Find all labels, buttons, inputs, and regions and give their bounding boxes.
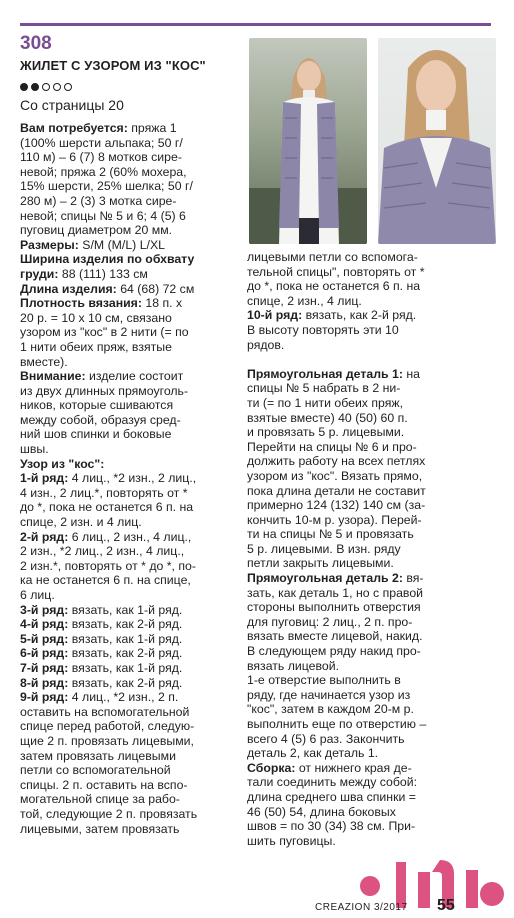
text-line: 10-й ряд: вязать, как 2-й ряд.: [247, 308, 417, 323]
text-line: спице, 2 изн. и 4 лиц.: [20, 515, 142, 530]
text-line: для пуговиц: 2 лиц., 2 п. про-: [247, 614, 413, 629]
text-line: затем провязать лицевыми: [20, 748, 176, 763]
text-line: 2-й ряд: 6 лиц., 2 изн., 4 лиц.,: [20, 529, 192, 544]
text-line: взятые вместе) 40 (50) 60 п.: [247, 410, 408, 425]
text-line: 1 нити обеих пряж, взятые: [20, 339, 172, 354]
text-line: Прямоугольная деталь 1: на: [247, 366, 420, 381]
text-line: швы.: [20, 442, 49, 457]
text-line: вязать лицевой.: [247, 658, 340, 673]
magazine-issue: CREAZION 3/2017: [315, 902, 408, 913]
difficulty-dot-empty: [64, 83, 72, 91]
text-line: 1-е отверстие выполнить в: [247, 673, 401, 688]
text-line: ти на спицы № 5 и провязать: [247, 527, 414, 542]
model-photo-closeup: [378, 38, 496, 244]
text-line: Внимание: изделие состоит: [20, 369, 184, 384]
text-line: Длина изделия: 64 (68) 72 см: [20, 281, 195, 296]
text-line: 6-й ряд: вязать, как 2-й ряд.: [20, 646, 183, 661]
text-line: 46 (50) 54, длина боковых: [247, 804, 396, 819]
text-line: 7-й ряд: вязать, как 1-й ряд.: [20, 660, 183, 675]
text-line: 2 изн., *2 лиц., 2 изн., 4 лиц.,: [20, 544, 185, 559]
model-photo-closeup-graphic: [378, 38, 496, 244]
text-line: узором из "кос". Вязать прямо,: [247, 468, 423, 483]
text-line: до *, пока не останется 6 п. на: [247, 279, 421, 294]
pattern-number: 308: [20, 33, 52, 54]
text-line: шить пуговицы.: [247, 833, 336, 848]
text-line: тали соединить между собой:: [247, 775, 418, 790]
text-line: зать, как деталь 1, но с правой: [247, 585, 424, 600]
instructions-left-column: [20, 121, 236, 836]
text-line: 20 р. = 10 х 10 см, связано: [20, 310, 172, 325]
page-reference: Со страницы 20: [20, 97, 124, 113]
text-line: В высоту повторять эти 10: [247, 322, 399, 337]
text-line: груди: 88 (111) 133 см: [20, 266, 148, 281]
text-line: швов = по 30 (34) 38 см. При-: [247, 819, 416, 834]
text-line: ников, которые сшиваются: [20, 398, 174, 413]
text-line: той, следующие 2 п. провязать: [20, 806, 198, 821]
text-line: невой; спицы № 5 и 6; 4 (5) 6: [20, 208, 186, 223]
text-line: выполнить еще по отверстию –: [247, 717, 427, 731]
text-line: 6 лиц.: [20, 588, 55, 602]
text-line: 280 м) – 2 (3) 3 мотка сире-: [20, 193, 177, 208]
text-line: 5 р. лицевыми. В изн. ряду: [247, 541, 401, 556]
text-line: 110 м) – 6 (7) 8 мотков сире-: [20, 150, 182, 165]
text-line: должить работу на всех петлях: [247, 454, 426, 469]
text-line: примерно 124 (132) 140 см (за-: [247, 498, 426, 513]
text-line: спице перед работой, следую-: [20, 719, 195, 734]
difficulty-rating: [20, 83, 72, 91]
text-line: могательной спице за рабо-: [20, 792, 180, 807]
difficulty-dot-empty: [53, 83, 61, 91]
text-line: щие 2 п. провязать лицевыми,: [20, 733, 194, 748]
paragraph-gap: [247, 352, 497, 367]
text-line: 4-й ряд: вязать, как 2-й ряд.: [20, 617, 183, 632]
text-line: рядов.: [247, 337, 285, 352]
text-line: Прямоугольная деталь 2: вя-: [247, 571, 424, 586]
text-line: Ширина изделия по обхвату: [20, 252, 195, 267]
text-line: пока длина детали не составит: [247, 483, 426, 498]
instructions-right-column: [247, 250, 497, 848]
pattern-title: ЖИЛЕТ С УЗОРОМ ИЗ "КОС": [20, 58, 206, 73]
text-line: петли закрыть лицевыми.: [247, 556, 394, 571]
text-line: кончить 10-м р. узора). Перей-: [247, 512, 422, 527]
text-line: спицы № 5 набрать в 2 ни-: [247, 381, 401, 396]
text-line: 4 изн., 2 лиц.*, повторять от *: [20, 485, 188, 500]
text-line: 2 изн.*, повторять от * до *, по-: [20, 558, 196, 573]
text-line: 1-й ряд: 4 лиц., *2 изн., 2 лиц.,: [20, 471, 197, 486]
text-line: и провязать 5 р. лицевыми.: [247, 425, 405, 440]
text-line: ряду, где начинается узор из: [247, 687, 411, 702]
text-line: деталь 2, как деталь 1.: [247, 746, 379, 761]
text-line: из двух длинных прямоуголь-: [20, 383, 189, 398]
text-line: ка не останется 6 п. на спице,: [20, 573, 191, 588]
text-line: невой; пряжа 2 (60% мохера,: [20, 164, 187, 179]
text-line: Вам потребуется: пряжа 1: [20, 121, 177, 135]
text-line: Размеры: S/M (M/L) L/XL: [20, 237, 165, 252]
text-line: узором из "кос" в 2 нити (= по: [20, 325, 189, 340]
text-line: всего 4 (5) 6 раз. Закончить: [247, 731, 405, 746]
text-line: пуговиц диаметром 20 мм.: [20, 223, 173, 238]
text-line: 8-й ряд: вязать, как 2-й ряд.: [20, 675, 183, 690]
text-line: лицевыми, затем провязать: [20, 821, 180, 836]
text-line: оставить на вспомогательной: [20, 704, 190, 719]
text-line: спицы. 2 п. оставить на вспо-: [20, 777, 188, 792]
text-line: Плотность вязания: 18 п. х: [20, 296, 183, 311]
text-line: 3-й ряд: вязать, как 1-й ряд.: [20, 602, 183, 617]
text-line: спице, 2 изн., 4 лиц.: [247, 293, 362, 308]
text-line: Сборка: от нижнего края де-: [247, 760, 412, 775]
text-line: "кос", затем в каждом 20-м р.: [247, 702, 414, 717]
text-line: длина среднего шва спинки =: [247, 789, 416, 804]
model-photo-full: [249, 38, 367, 244]
model-photo-full-graphic: [249, 38, 367, 244]
page-number: 55: [437, 897, 455, 914]
text-line: между собой, образуя сред-: [20, 412, 181, 427]
text-line: петли со вспомогательной: [20, 763, 171, 778]
text-line: стороны выполнить отверстия: [247, 600, 421, 615]
text-line: ний шов спинки и боковые: [20, 427, 172, 442]
text-line: вязать вместе лицевой, накид.: [247, 629, 423, 644]
text-line: вместе).: [20, 354, 68, 369]
text-line: Узор из "кос":: [20, 456, 105, 471]
text-line: (100% шерсти альпака; 50 г/: [20, 135, 183, 150]
text-line: тельной спицы", повторять от *: [247, 264, 425, 279]
text-line: Перейти на спицы № 6 и про-: [247, 439, 417, 454]
text-line: ти (= по 1 нити обеих пряж,: [247, 395, 404, 410]
text-line: 5-й ряд: вязать, как 1-й ряд.: [20, 631, 183, 646]
difficulty-dot-filled: [31, 83, 39, 91]
text-line: до *, пока не останется 6 п. на: [20, 500, 194, 515]
difficulty-dot-empty: [42, 83, 50, 91]
text-line: В следующем ряду накид про-: [247, 644, 421, 659]
text-line: лицевыми петли со вспомога-: [247, 250, 418, 264]
header-rule: [20, 23, 491, 26]
text-line: 15% шерсти, 25% шелка; 50 г/: [20, 179, 193, 194]
text-line: 9-й ряд: 4 лиц., *2 изн., 2 п.: [20, 690, 179, 705]
difficulty-dot-filled: [20, 83, 28, 91]
